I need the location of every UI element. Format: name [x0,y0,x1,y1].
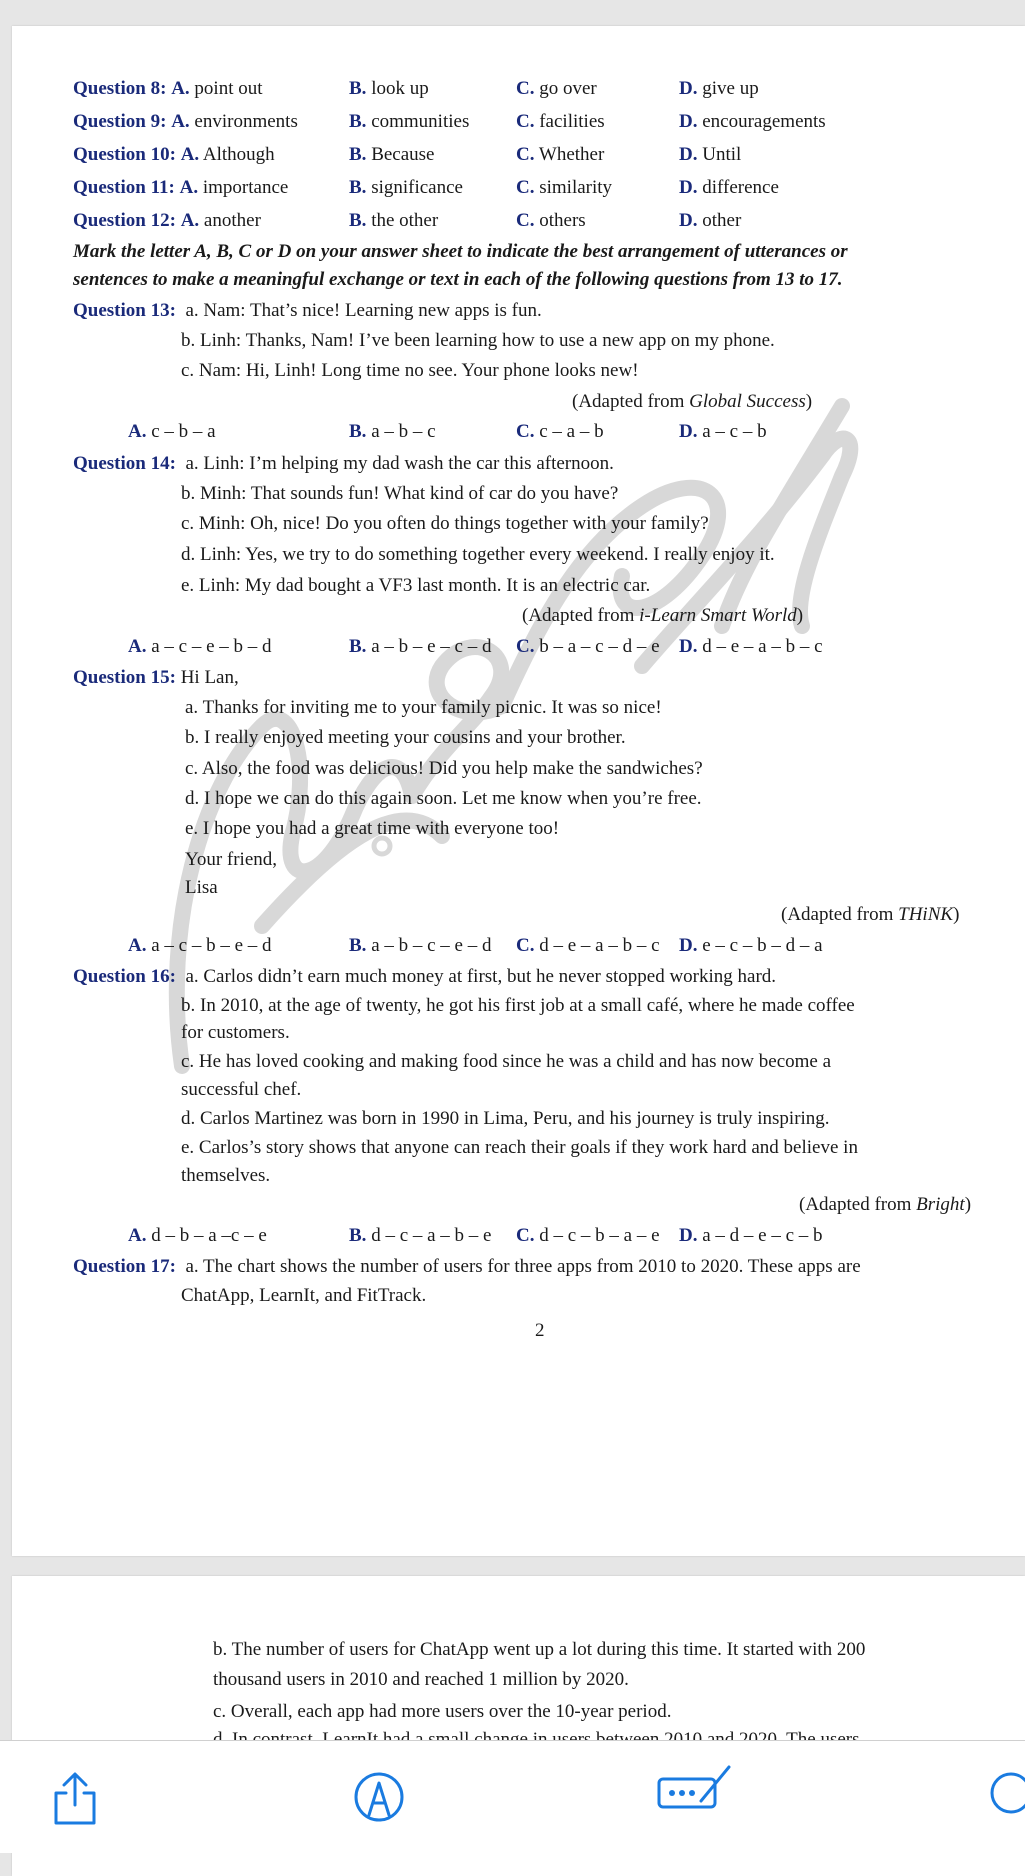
question-label: Question 8: [73,78,167,99]
document-page-1 [12,26,1025,1556]
question-15-line-a: a. Thanks for inviting me to your family picnic. It was so nice! [185,697,662,718]
question-15-greeting: Question 15: Hi Lan, [73,667,239,688]
question-16-line-b1: b. In 2010, at the age of twenty, he got his first job at a small café, where he made coffee [181,995,855,1016]
search-icon[interactable] [985,1771,1025,1823]
question-12-row: Question 12: A. another [73,210,261,231]
question-15-option-a: A. a – c – b – e – d [128,935,272,956]
question-11-option-b: B. significance [349,177,463,198]
question-14-line-b: b. Minh: That sounds fun! What kind of car do you have? [181,483,619,504]
question-16-option-a: A. d – b – a –c – e [128,1225,267,1246]
question-16-line-e1: e. Carlos’s story shows that anyone can reach their goals if they work hard and believe in [181,1137,858,1158]
question-13-line-c: c. Nam: Hi, Linh! Long time no see. Your phone looks new! [181,360,639,381]
question-8-row: Question 8: A. point out [73,78,263,99]
instruction-line-1: Mark the letter A, B, C or D on your answer sheet to indicate the best arrangement of utterances or [73,241,848,262]
question-9-option-c: C. facilities [516,111,605,132]
question-10-row: Question 10: A. Although [73,144,275,165]
question-16-line-d: d. Carlos Martinez was born in 1990 in Lima, Peru, and his journey is truly inspiring. [181,1108,830,1129]
question-16-option-c: C. d – c – b – a – e [516,1225,660,1246]
question-16-line-b2: for customers. [181,1022,290,1043]
question-17-line-b1: b. The number of users for ChatApp went up a lot during this time. It started with 200 [213,1639,866,1660]
question-9-option-d: D. encouragements [679,111,826,132]
question-8-option-d: D. give up [679,78,759,99]
question-15-closing: Your friend, [185,849,278,870]
question-11-row: Question 11: A. importance [73,177,289,198]
question-14-line-d: d. Linh: Yes, we try to do something together every weekend. I really enjoy it. [181,544,775,565]
question-16-line-c1: c. He has loved cooking and making food since he was a child and has now become a [181,1051,832,1072]
question-8-option-c: C. go over [516,78,597,99]
question-11-option-c: C. similarity [516,177,613,198]
option-a: point out [194,78,263,99]
question-14-source: (Adapted from i-Learn Smart World) [522,605,804,626]
instruction-line-2: sentences to make a meaningful exchange or text in each of the following questions from 13 to 17. [73,269,843,290]
page-number: 2 [535,1320,545,1341]
question-15-source: (Adapted from THiNK) [781,904,960,925]
question-15-signature: Lisa [185,877,218,898]
question-8-option-b: B. look up [349,78,429,99]
question-10-option-b: B. Because [349,144,435,165]
question-15-line-d: d. I hope we can do this again soon. Let me know when you’re free. [185,788,702,809]
question-16-line-e2: themselves. [181,1165,271,1186]
question-14-option-b: B. a – b – e – c – d [349,636,492,657]
question-16-line-c2: successful chef. [181,1079,302,1100]
question-15-option-c: C. d – e – a – b – c [516,935,660,956]
share-icon[interactable] [50,1771,100,1827]
question-10-option-c: C. Whether [516,144,605,165]
question-17-line-a2: ChatApp, LearnIt, and FitTrack. [181,1285,427,1306]
question-13-source: (Adapted from Global Success) [572,391,813,412]
question-15-option-d: D. e – c – b – d – a [679,935,823,956]
question-15-line-b: b. I really enjoyed meeting your cousins and your brother. [185,727,626,748]
question-16-option-d: D. a – d – e – c – b [679,1225,823,1246]
question-15-option-b: B. a – b – c – e – d [349,935,492,956]
edit-icon[interactable] [655,1761,735,1813]
markup-icon[interactable] [353,1771,405,1823]
question-13-line-b: b. Linh: Thanks, Nam! I’ve been learning how to use a new app on my phone. [181,330,775,351]
question-13-line-a: Question 13: a. Nam: That’s nice! Learning new apps is fun. [73,300,542,321]
question-13-option-b: B. a – b – c [349,421,436,442]
question-13-option-d: D. a – c – b [679,421,767,442]
question-9-option-b: B. communities [349,111,470,132]
question-12-option-d: D. other [679,210,742,231]
question-15-line-e: e. I hope you had a great time with everyone too! [185,818,560,839]
question-16-option-b: B. d – c – a – b – e [349,1225,492,1246]
question-17-line-a1: Question 17: a. The chart shows the number of users for three apps from 2010 to 2020. These apps are [73,1256,861,1277]
question-16-source: (Adapted from Bright) [799,1194,972,1215]
question-17-line-b2: thousand users in 2010 and reached 1 million by 2020. [213,1669,629,1690]
question-17-line-c: c. Overall, each app had more users over the 10-year period. [213,1701,672,1722]
question-12-option-b: B. the other [349,210,439,231]
question-13-option-a: A. c – b – a [128,421,216,442]
question-16-line-a: Question 16: a. Carlos didn’t earn much money at first, but he never stopped working hard. [73,966,777,987]
question-9-row: Question 9: A. environments [73,111,298,132]
question-14-line-a: Question 14: a. Linh: I’m helping my dad wash the car this afternoon. [73,453,614,474]
question-14-line-e: e. Linh: My dad bought a VF3 last month. It is an electric car. [181,575,651,596]
question-13-option-c: C. c – a – b [516,421,604,442]
question-14-option-a: A. a – c – e – b – d [128,636,272,657]
question-15-line-c: c. Also, the food was delicious! Did you help make the sandwiches? [185,758,703,779]
question-14-option-c: C. b – a – c – d – e [516,636,660,657]
question-14-line-c: c. Minh: Oh, nice! Do you often do things together with your family? [181,513,709,534]
question-12-option-c: C. others [516,210,586,231]
question-10-option-d: D. Until [679,144,742,165]
question-14-option-d: D. d – e – a – b – c [679,636,823,657]
question-11-option-d: D. difference [679,177,779,198]
bottom-toolbar [0,1740,1025,1853]
